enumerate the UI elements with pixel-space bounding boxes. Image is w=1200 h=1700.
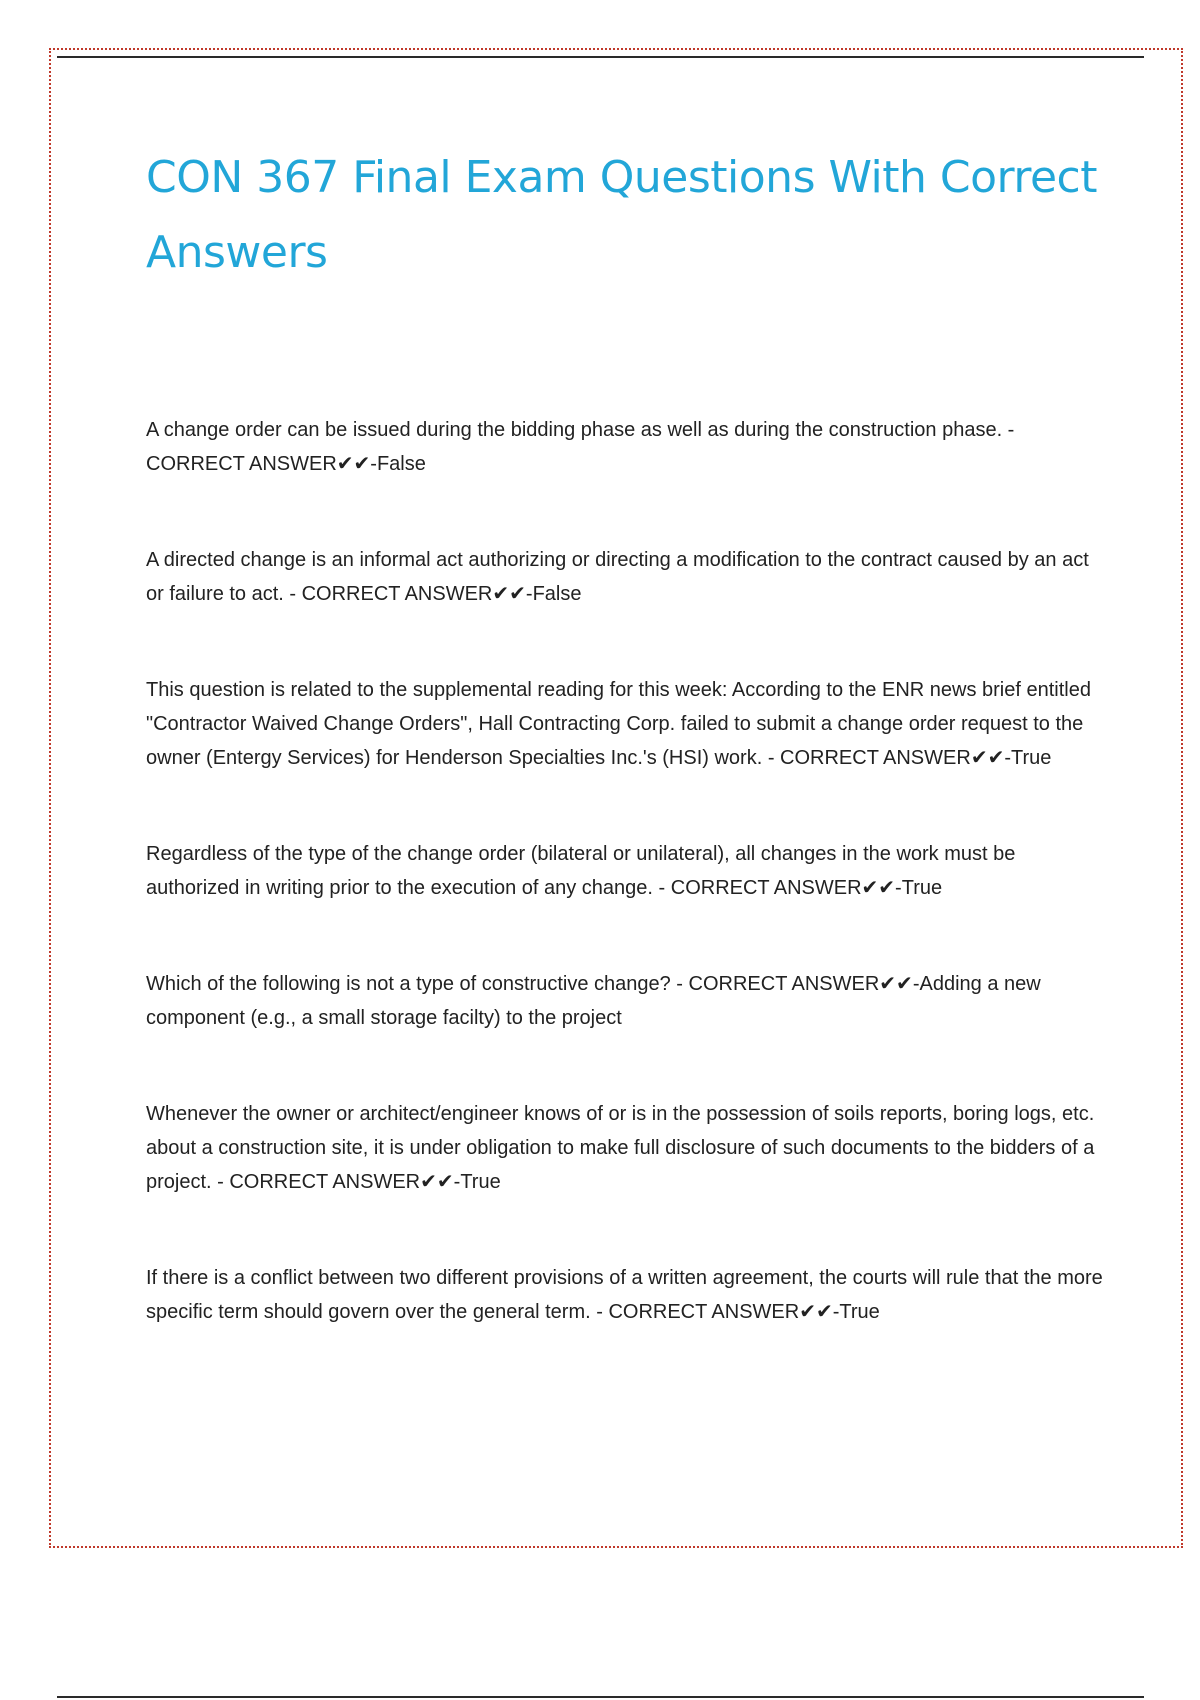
answer-marker: - CORRECT ANSWER xyxy=(146,419,1015,475)
answer-prefix: - xyxy=(895,877,902,899)
answer-text: True xyxy=(901,877,943,899)
answer-marker: - CORRECT ANSWER xyxy=(670,973,880,995)
qa-item-4 xyxy=(146,837,1106,905)
qa-list xyxy=(146,413,1106,1329)
question-text: A directed change is an informal act authorizing or directing a modification to the contract caused by an act or failure to act. xyxy=(146,549,1089,605)
question-text: A change order can be issued during the bidding phase as well as during the construction phase. xyxy=(146,419,1003,441)
top-rule xyxy=(57,56,1144,58)
answer-marker: - CORRECT ANSWER xyxy=(211,1171,421,1193)
answer-marker: - CORRECT ANSWER xyxy=(762,747,971,769)
answer-prefix: - xyxy=(832,1301,840,1323)
answer-text: Adding a new component (e.g., a small storage facilty) to the project xyxy=(146,973,1041,1029)
check-icon: ✔✔ xyxy=(970,747,1005,769)
question-text: Regardless of the type of the change order (bilateral or unilateral), all changes in the work must be authorized in writing prior to the execution of any change. xyxy=(146,843,1016,899)
answer-text: True xyxy=(1011,747,1052,769)
qa-item-6 xyxy=(146,1097,1106,1199)
bottom-rule xyxy=(57,1696,1144,1698)
qa-item-3 xyxy=(146,673,1106,775)
answer-prefix: - xyxy=(370,453,377,475)
answer-text: False xyxy=(532,583,582,605)
answer-prefix: - xyxy=(912,973,920,995)
document-body xyxy=(146,140,1106,1391)
answer-prefix: - xyxy=(1004,747,1011,769)
check-icon: ✔✔ xyxy=(420,1171,454,1193)
qa-item-5 xyxy=(146,967,1106,1035)
answer-text: True xyxy=(839,1301,880,1323)
question-text: This question is related to the supplemental reading for this week: According to the ENR news brief entitled "Contractor Waived Change Orders", Hall Contracting Corp. failed to submit a change order request to the owner (Entergy Services) for Henderson Specialties Inc.'s (HSI) work. xyxy=(146,679,1091,769)
check-icon: ✔✔ xyxy=(861,877,896,899)
answer-marker: - CORRECT ANSWER xyxy=(283,583,493,605)
answer-text: True xyxy=(460,1171,501,1193)
question-text: Whenever the owner or architect/engineer knows of or is in the possession of soils reports, boring logs, etc. about a construction site, it is under obligation to make full disclosure of such documents to the bidders of a project. xyxy=(146,1103,1095,1193)
answer-text: False xyxy=(376,453,426,475)
qa-item-7 xyxy=(146,1261,1106,1329)
question-text: If there is a conflict between two different provisions of a written agreement, the courts will rule that the more specific term should govern over the general term. xyxy=(146,1267,1103,1323)
answer-marker: - CORRECT ANSWER xyxy=(652,877,862,899)
qa-item-1 xyxy=(146,413,1106,481)
answer-prefix: - xyxy=(453,1171,461,1193)
answer-marker: - CORRECT ANSWER xyxy=(590,1301,800,1323)
answer-prefix: - xyxy=(525,583,533,605)
check-icon: ✔✔ xyxy=(336,453,371,475)
document-title: CON 367 Final Exam Questions With Correct Answers xyxy=(146,152,1097,278)
check-icon: ✔✔ xyxy=(799,1301,833,1323)
check-icon: ✔✔ xyxy=(879,973,913,995)
question-text: Which of the following is not a type of constructive change? xyxy=(146,973,671,995)
qa-item-2 xyxy=(146,543,1106,611)
check-icon: ✔✔ xyxy=(492,583,526,605)
